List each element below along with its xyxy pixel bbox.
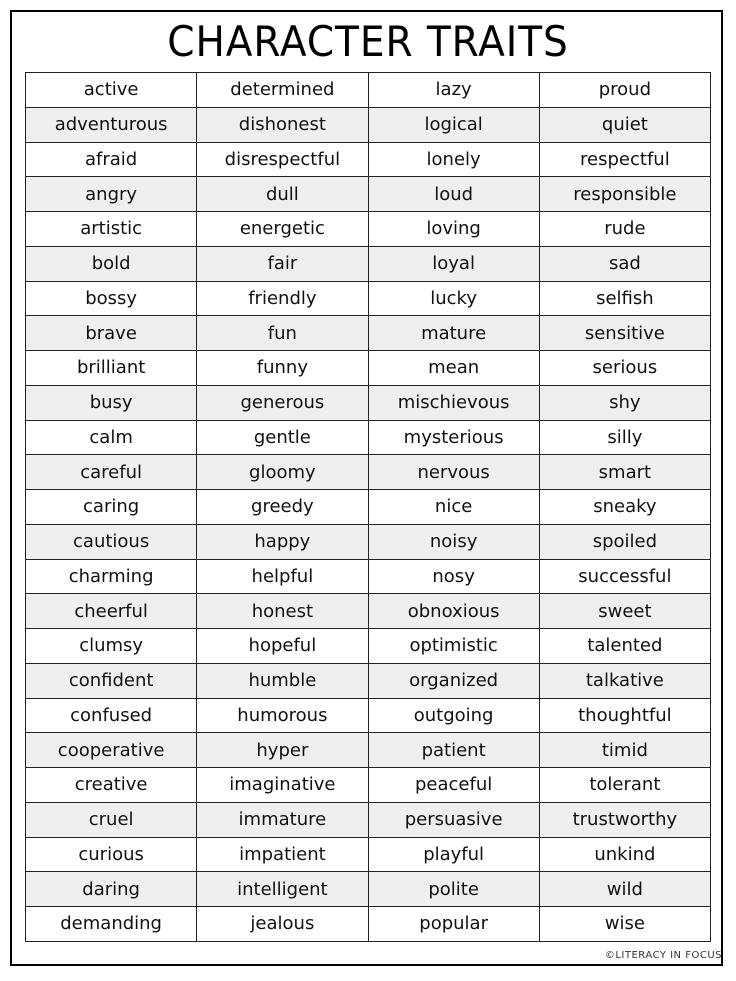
trait-cell: serious: [539, 351, 710, 386]
trait-cell: trustworthy: [539, 802, 710, 837]
trait-cell: sensitive: [539, 316, 710, 351]
trait-cell: peaceful: [368, 768, 539, 803]
table-row: [26, 663, 711, 698]
trait-cell: talkative: [539, 663, 710, 698]
trait-cell: responsible: [539, 177, 710, 212]
trait-cell: hopeful: [197, 629, 368, 664]
table-row: [26, 107, 711, 142]
trait-cell: loud: [368, 177, 539, 212]
table-row: [26, 768, 711, 803]
trait-cell: clumsy: [26, 629, 197, 664]
trait-cell: immature: [197, 802, 368, 837]
table-row: [26, 420, 711, 455]
trait-cell: disrespectful: [197, 142, 368, 177]
trait-cell: artistic: [26, 212, 197, 247]
table-row: [26, 837, 711, 872]
trait-cell: calm: [26, 420, 197, 455]
trait-cell: nice: [368, 490, 539, 525]
trait-cell: mysterious: [368, 420, 539, 455]
trait-cell: nosy: [368, 559, 539, 594]
trait-cell: rude: [539, 212, 710, 247]
trait-cell: cautious: [26, 524, 197, 559]
table-row: [26, 559, 711, 594]
trait-cell: sad: [539, 246, 710, 281]
trait-cell: active: [26, 73, 197, 108]
trait-cell: nervous: [368, 455, 539, 490]
trait-cell: afraid: [26, 142, 197, 177]
table-row: [26, 802, 711, 837]
trait-cell: energetic: [197, 212, 368, 247]
trait-cell: lucky: [368, 281, 539, 316]
trait-cell: mature: [368, 316, 539, 351]
trait-cell: greedy: [197, 490, 368, 525]
table-row: [26, 281, 711, 316]
table-row: [26, 316, 711, 351]
trait-cell: caring: [26, 490, 197, 525]
trait-cell: humorous: [197, 698, 368, 733]
trait-cell: determined: [197, 73, 368, 108]
trait-cell: daring: [26, 872, 197, 907]
trait-cell: obnoxious: [368, 594, 539, 629]
trait-cell: careful: [26, 455, 197, 490]
table-row: [26, 455, 711, 490]
table-row: [26, 698, 711, 733]
trait-cell: funny: [197, 351, 368, 386]
trait-cell: cheerful: [26, 594, 197, 629]
trait-cell: helpful: [197, 559, 368, 594]
trait-cell: selfish: [539, 281, 710, 316]
table-row: [26, 629, 711, 664]
table-row: [26, 490, 711, 525]
trait-cell: unkind: [539, 837, 710, 872]
trait-cell: curious: [26, 837, 197, 872]
trait-cell: sneaky: [539, 490, 710, 525]
table-row: [26, 177, 711, 212]
trait-cell: mean: [368, 351, 539, 386]
trait-cell: impatient: [197, 837, 368, 872]
table-row: [26, 594, 711, 629]
trait-cell: silly: [539, 420, 710, 455]
trait-cell: friendly: [197, 281, 368, 316]
trait-cell: fun: [197, 316, 368, 351]
trait-cell: persuasive: [368, 802, 539, 837]
trait-cell: gloomy: [197, 455, 368, 490]
trait-cell: honest: [197, 594, 368, 629]
trait-cell: smart: [539, 455, 710, 490]
table-row: [26, 212, 711, 247]
trait-cell: happy: [197, 524, 368, 559]
trait-cell: bossy: [26, 281, 197, 316]
trait-cell: playful: [368, 837, 539, 872]
trait-cell: angry: [26, 177, 197, 212]
trait-cell: dull: [197, 177, 368, 212]
trait-cell: outgoing: [368, 698, 539, 733]
trait-cell: sweet: [539, 594, 710, 629]
trait-cell: busy: [26, 385, 197, 420]
trait-cell: quiet: [539, 107, 710, 142]
trait-cell: mischievous: [368, 385, 539, 420]
trait-cell: polite: [368, 872, 539, 907]
table-row: [26, 142, 711, 177]
trait-cell: dishonest: [197, 107, 368, 142]
trait-cell: timid: [539, 733, 710, 768]
table-row: [26, 907, 711, 942]
trait-cell: confident: [26, 663, 197, 698]
credit-watermark: ©LITERACY IN FOCUS: [604, 950, 722, 961]
trait-cell: lazy: [368, 73, 539, 108]
trait-cell: demanding: [26, 907, 197, 942]
trait-cell: imaginative: [197, 768, 368, 803]
trait-cell: fair: [197, 246, 368, 281]
table-row: [26, 524, 711, 559]
trait-cell: respectful: [539, 142, 710, 177]
trait-cell: wise: [539, 907, 710, 942]
trait-cell: optimistic: [368, 629, 539, 664]
trait-cell: hyper: [197, 733, 368, 768]
trait-cell: creative: [26, 768, 197, 803]
table-row: [26, 733, 711, 768]
page-title: CHARACTER TRAITS: [167, 17, 569, 66]
trait-cell: lonely: [368, 142, 539, 177]
traits-table-body: [26, 73, 711, 942]
trait-cell: loving: [368, 212, 539, 247]
trait-cell: charming: [26, 559, 197, 594]
trait-cell: wild: [539, 872, 710, 907]
table-row: [26, 73, 711, 108]
trait-cell: intelligent: [197, 872, 368, 907]
trait-cell: thoughtful: [539, 698, 710, 733]
trait-cell: generous: [197, 385, 368, 420]
trait-cell: successful: [539, 559, 710, 594]
trait-cell: logical: [368, 107, 539, 142]
trait-cell: adventurous: [26, 107, 197, 142]
trait-cell: popular: [368, 907, 539, 942]
trait-cell: noisy: [368, 524, 539, 559]
table-row: [26, 246, 711, 281]
table-row: [26, 351, 711, 386]
table-row: [26, 872, 711, 907]
trait-cell: patient: [368, 733, 539, 768]
trait-cell: shy: [539, 385, 710, 420]
trait-cell: proud: [539, 73, 710, 108]
trait-cell: cooperative: [26, 733, 197, 768]
trait-cell: jealous: [197, 907, 368, 942]
trait-cell: spoiled: [539, 524, 710, 559]
table-row: [26, 385, 711, 420]
trait-cell: humble: [197, 663, 368, 698]
trait-cell: confused: [26, 698, 197, 733]
traits-table: [25, 72, 711, 942]
trait-cell: gentle: [197, 420, 368, 455]
trait-cell: organized: [368, 663, 539, 698]
trait-cell: cruel: [26, 802, 197, 837]
trait-cell: tolerant: [539, 768, 710, 803]
trait-cell: brilliant: [26, 351, 197, 386]
trait-cell: brave: [26, 316, 197, 351]
trait-cell: loyal: [368, 246, 539, 281]
trait-cell: bold: [26, 246, 197, 281]
trait-cell: talented: [539, 629, 710, 664]
